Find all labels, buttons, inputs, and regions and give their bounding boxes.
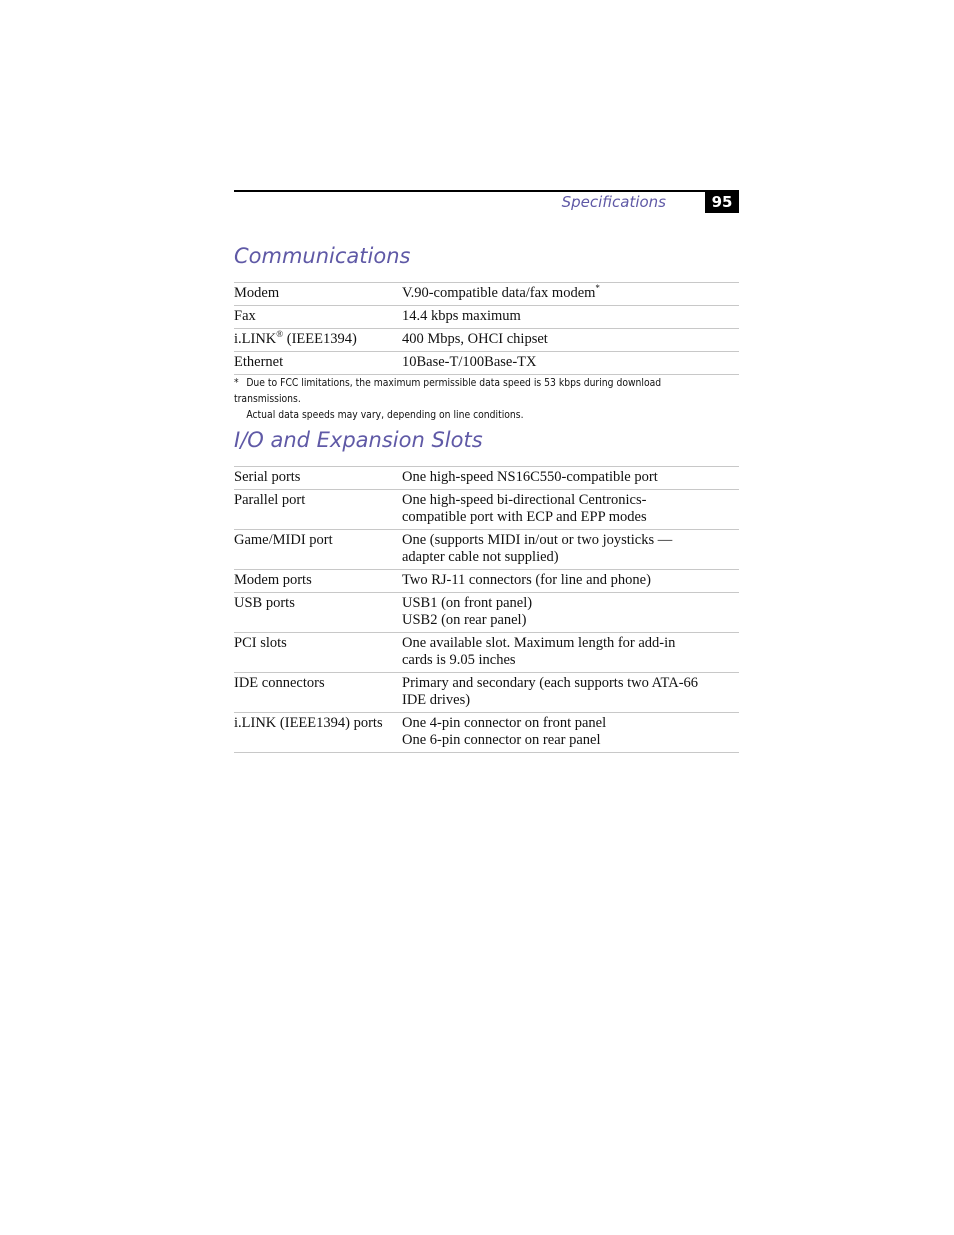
row-value-line: cards is 9.05 inches [402, 652, 516, 668]
footnote-text: Due to FCC limitations, the maximum permissible data speed is 53 kbps during download transmissions. [234, 377, 662, 405]
row-value-line: Two RJ-11 connectors (for line and phone) [402, 572, 651, 588]
footnote-line-1 [234, 375, 683, 407]
row-value-line: Primary and secondary (each supports two ATA-66 [402, 675, 699, 691]
row-value-line: adapter cable not supplied) [402, 549, 559, 565]
row-label: IDE connectors [234, 673, 402, 713]
page-number: 95 [705, 191, 739, 213]
row-value [402, 713, 739, 753]
io-expansion-table [234, 466, 739, 753]
row-value [402, 329, 739, 352]
row-value-line: One available slot. Maximum length for add-in [402, 635, 676, 651]
row-label: Serial ports [234, 467, 402, 490]
row-value [402, 570, 739, 593]
table-row [234, 283, 739, 306]
row-label: Game/MIDI port [234, 530, 402, 570]
row-value [402, 467, 739, 490]
row-value [402, 633, 739, 673]
row-label [234, 329, 402, 352]
row-value-line: IDE drives) [402, 692, 471, 708]
row-label [234, 283, 402, 306]
footnote [234, 375, 683, 423]
row-label: Modem ports [234, 570, 402, 593]
row-value [402, 306, 739, 329]
running-head: Specifications [561, 193, 666, 211]
io-expansion-title: I/O and Expansion Slots [234, 428, 483, 452]
row-value-line: USB2 (on rear panel) [402, 612, 527, 628]
row-value-text: 400 Mbps, OHCI chipset [402, 331, 548, 347]
row-value [402, 593, 739, 633]
row-value-line: One 6-pin connector on rear panel [402, 732, 601, 748]
row-value [402, 673, 739, 713]
row-value-line: One 4-pin connector on front panel [402, 715, 607, 731]
communications-table [234, 282, 739, 375]
communications-title: Communications [234, 244, 411, 268]
table-row [234, 467, 739, 490]
row-label: Parallel port [234, 490, 402, 530]
table-row [234, 593, 739, 633]
row-label [234, 352, 402, 375]
row-label-text: i.LINK [234, 331, 277, 347]
table-row [234, 530, 739, 570]
row-label: i.LINK (IEEE1394) ports [234, 713, 402, 753]
row-value [402, 352, 739, 375]
row-value-line: compatible port with ECP and EPP modes [402, 509, 647, 525]
row-value [402, 283, 739, 306]
table-row [234, 673, 739, 713]
row-value-line: One high-speed NS16C550-compatible port [402, 469, 658, 485]
row-value [402, 530, 739, 570]
row-label [234, 306, 402, 329]
row-value-text: V.90-compatible data/fax modem [402, 285, 596, 301]
table-row [234, 352, 739, 375]
row-label-text: Modem [234, 285, 280, 301]
row-value [402, 490, 739, 530]
table-row [234, 490, 739, 530]
row-value-line: One (supports MIDI in/out or two joysticks — [402, 532, 673, 548]
table-row [234, 306, 739, 329]
row-value-text: 10Base-T/100Base-TX [402, 354, 537, 370]
table-row [234, 633, 739, 673]
row-label: USB ports [234, 593, 402, 633]
row-label-suffix: (IEEE1394) [283, 331, 357, 347]
row-label-text: Fax [234, 308, 256, 324]
footnote-mark: * [234, 377, 239, 389]
footnote-marker: * [595, 283, 600, 294]
table-row [234, 329, 739, 352]
row-label: PCI slots [234, 633, 402, 673]
header-rule [234, 190, 739, 192]
row-label-text: Ethernet [234, 354, 284, 370]
table-row [234, 713, 739, 753]
registered-mark: ® [276, 329, 284, 340]
row-value-text: 14.4 kbps maximum [402, 308, 521, 324]
row-value-line: One high-speed bi-directional Centronics- [402, 492, 647, 508]
row-value-line: USB1 (on front panel) [402, 595, 533, 611]
footnote-line-2: Actual data speeds may vary, depending on line conditions. [246, 409, 524, 421]
table-row [234, 570, 739, 593]
